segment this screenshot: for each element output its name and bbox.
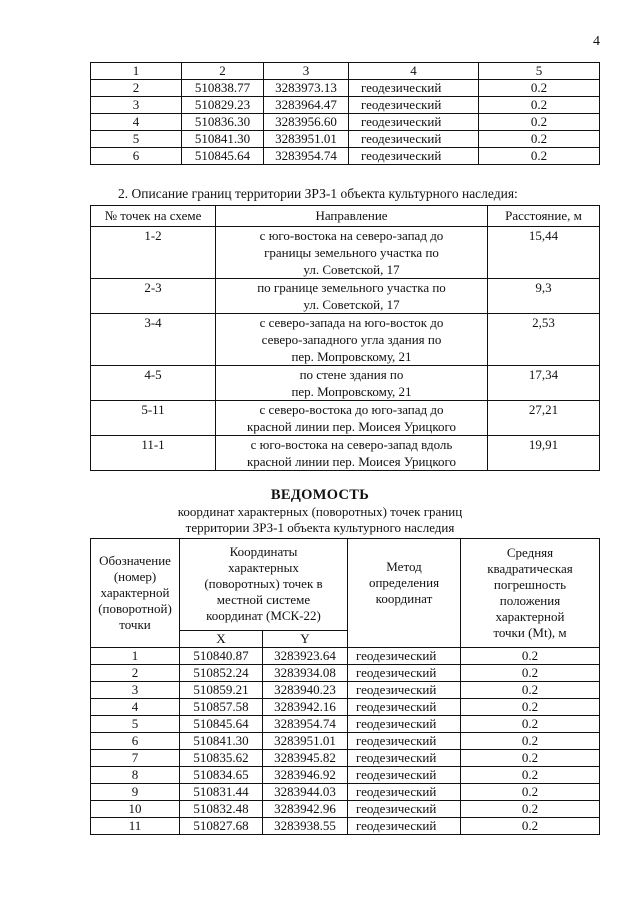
direction-line: красной линии пер. Моисея Урицкого <box>246 419 457 434</box>
direction-line: с юго-востока на северо-запад до <box>259 228 444 243</box>
header-designation <box>91 539 180 648</box>
column-number: 4 <box>349 63 479 80</box>
subtitle-line: координат характерных (поворотных) точек границ <box>177 504 463 519</box>
header-line: Метод <box>386 559 422 574</box>
segment-direction <box>216 314 488 366</box>
error: 0.2 <box>461 767 600 784</box>
header-x: X <box>180 630 263 647</box>
coord-x: 510840.87 <box>180 648 263 665</box>
table-row <box>91 665 600 682</box>
coord-x: 510857.58 <box>180 699 263 716</box>
segment-points: 5-11 <box>91 401 216 436</box>
coord-y: 3283944.03 <box>263 784 348 801</box>
point-number: 4 <box>91 699 180 716</box>
direction-line: ул. Советской, 17 <box>303 262 400 277</box>
coord-y: 3283945.82 <box>263 750 348 767</box>
header-y: Y <box>263 630 348 647</box>
error: 0.2 <box>479 131 600 148</box>
method: геодезический <box>348 784 461 801</box>
coord-x: 510835.62 <box>180 750 263 767</box>
segment-distance: 17,34 <box>488 366 600 401</box>
table-row <box>91 148 600 165</box>
vedomost-title: ВЕДОМОСТЬ <box>270 487 370 503</box>
error: 0.2 <box>461 716 600 733</box>
table-row <box>91 750 600 767</box>
coord-x: 510831.44 <box>180 784 263 801</box>
point-number: 6 <box>91 733 180 750</box>
direction-line: северо-западного угла здания по <box>261 332 442 347</box>
header-line: положения <box>499 593 561 608</box>
direction-line: границы земельного участка по <box>264 245 439 260</box>
header-line: координат <box>375 591 433 606</box>
header-line: определения <box>368 575 440 590</box>
segment-points: 3-4 <box>91 314 216 366</box>
table-row <box>91 818 600 835</box>
direction-line: красной линии пер. Моисея Урицкого <box>246 454 457 469</box>
table-row <box>91 80 600 97</box>
segment-points: 2-3 <box>91 279 216 314</box>
table-row <box>91 114 600 131</box>
point-number: 6 <box>91 148 182 165</box>
method: геодезический <box>349 148 479 165</box>
point-number: 1 <box>91 648 180 665</box>
error: 0.2 <box>461 750 600 767</box>
header-method <box>348 539 461 648</box>
section-2-title: 2. Описание границ территории ЗРЗ-1 объекта культурного наследия: <box>118 186 518 201</box>
direction-line: с северо-запада на юго-восток до <box>259 315 444 330</box>
header-line: Средняя <box>506 545 554 560</box>
method: геодезический <box>348 733 461 750</box>
vedomost-subtitle <box>0 504 640 536</box>
coord-x: 510838.77 <box>182 80 264 97</box>
coord-y: 3283942.16 <box>263 699 348 716</box>
direction-line: по границе земельного участка по <box>257 280 446 295</box>
coord-y: 3283923.64 <box>263 648 348 665</box>
segment-direction <box>216 227 488 279</box>
method: геодезический <box>348 648 461 665</box>
method: геодезический <box>348 665 461 682</box>
table-row <box>91 97 600 114</box>
header-line: характерной <box>100 585 170 600</box>
point-number: 10 <box>91 801 180 818</box>
error: 0.2 <box>461 682 600 699</box>
error: 0.2 <box>461 818 600 835</box>
segment-distance: 15,44 <box>488 227 600 279</box>
method: геодезический <box>349 97 479 114</box>
header-line: погрешность <box>493 577 567 592</box>
header-line: координат (МСК-22) <box>206 608 321 624</box>
table-row <box>91 716 600 733</box>
coord-x: 510845.64 <box>182 148 264 165</box>
direction-line: ул. Советской, 17 <box>303 297 400 312</box>
table-row <box>91 314 600 366</box>
error: 0.2 <box>461 699 600 716</box>
table-row <box>91 227 600 279</box>
direction-line: пер. Мопровскому, 21 <box>291 384 412 399</box>
error: 0.2 <box>479 97 600 114</box>
header-error <box>461 539 600 648</box>
coord-y: 3283951.01 <box>264 131 349 148</box>
header-line: (поворотных) точек в <box>204 576 323 592</box>
table-row <box>91 279 600 314</box>
coord-x: 510845.64 <box>180 716 263 733</box>
error: 0.2 <box>479 114 600 131</box>
column-number: 3 <box>264 63 349 80</box>
point-number: 8 <box>91 767 180 784</box>
table-header-row <box>91 206 600 227</box>
error: 0.2 <box>461 801 600 818</box>
table-header-row <box>91 539 600 631</box>
coord-y: 3283938.55 <box>263 818 348 835</box>
header-line: местной системе <box>216 592 311 608</box>
header-line: Координаты <box>229 544 298 560</box>
coord-y: 3283954.74 <box>264 148 349 165</box>
table-row <box>91 436 600 471</box>
coord-x: 510827.68 <box>180 818 263 835</box>
coord-x: 510852.24 <box>180 665 263 682</box>
error: 0.2 <box>479 148 600 165</box>
header-line: характерных <box>228 560 299 576</box>
coord-x: 510829.23 <box>182 97 264 114</box>
segment-points: 11-1 <box>91 436 216 471</box>
segment-points: 1-2 <box>91 227 216 279</box>
table-row <box>91 131 600 148</box>
coord-y: 3283964.47 <box>264 97 349 114</box>
header-distance: Расстояние, м <box>488 206 600 227</box>
method: геодезический <box>348 716 461 733</box>
direction-line: с юго-востока на северо-запад вдоль <box>250 437 453 452</box>
coordinates-table-continued <box>90 62 600 165</box>
coord-x: 510836.30 <box>182 114 264 131</box>
direction-line: с северо-востока до юго-запад до <box>259 402 444 417</box>
header-line: Обозначение <box>99 553 171 568</box>
page-number: 4 <box>593 34 600 49</box>
header-line: точки (Mt), м <box>493 625 567 640</box>
segment-distance: 27,21 <box>488 401 600 436</box>
segment-direction <box>216 366 488 401</box>
segment-direction <box>216 436 488 471</box>
error: 0.2 <box>461 733 600 750</box>
header-direction: Направление <box>216 206 488 227</box>
point-number: 9 <box>91 784 180 801</box>
method: геодезический <box>348 818 461 835</box>
coord-y: 3283946.92 <box>263 767 348 784</box>
error: 0.2 <box>479 80 600 97</box>
table-row <box>91 767 600 784</box>
segment-distance: 19,91 <box>488 436 600 471</box>
segment-distance: 2,53 <box>488 314 600 366</box>
table-row <box>91 682 600 699</box>
table-row <box>91 401 600 436</box>
coord-y: 3283940.23 <box>263 682 348 699</box>
method: геодезический <box>348 801 461 818</box>
point-number: 2 <box>91 665 180 682</box>
segment-distance: 9,3 <box>488 279 600 314</box>
point-number: 7 <box>91 750 180 767</box>
segment-points: 4-5 <box>91 366 216 401</box>
table-row <box>91 699 600 716</box>
point-number: 11 <box>91 818 180 835</box>
point-number: 5 <box>91 716 180 733</box>
column-number: 2 <box>182 63 264 80</box>
coord-y: 3283954.74 <box>263 716 348 733</box>
error: 0.2 <box>461 784 600 801</box>
point-number: 3 <box>91 97 182 114</box>
header-points: № точек на схеме <box>91 206 216 227</box>
coord-y: 3283942.96 <box>263 801 348 818</box>
coord-y: 3283951.01 <box>263 733 348 750</box>
method: геодезический <box>348 699 461 716</box>
table-row <box>91 648 600 665</box>
direction-line: пер. Мопровскому, 21 <box>291 349 412 364</box>
header-coords <box>180 539 348 631</box>
header-line: (номер) <box>113 569 157 584</box>
table-row <box>91 801 600 818</box>
method: геодезический <box>348 682 461 699</box>
error: 0.2 <box>461 648 600 665</box>
error: 0.2 <box>461 665 600 682</box>
coord-y: 3283934.08 <box>263 665 348 682</box>
header-line: характерной <box>495 609 565 624</box>
direction-line: по стене здания по <box>299 367 404 382</box>
coord-x: 510834.65 <box>180 767 263 784</box>
vedomost-coordinates-table <box>90 538 600 835</box>
table-header-row <box>91 63 600 80</box>
column-number: 1 <box>91 63 182 80</box>
header-line: (поворотной) <box>98 601 172 616</box>
point-number: 4 <box>91 114 182 131</box>
coord-x: 510859.21 <box>180 682 263 699</box>
point-number: 2 <box>91 80 182 97</box>
coord-x: 510832.48 <box>180 801 263 818</box>
segment-direction <box>216 279 488 314</box>
method: геодезический <box>348 750 461 767</box>
method: геодезический <box>349 131 479 148</box>
segment-direction <box>216 401 488 436</box>
method: геодезический <box>349 80 479 97</box>
coord-x: 510841.30 <box>182 131 264 148</box>
table-row <box>91 366 600 401</box>
table-row <box>91 733 600 750</box>
coord-y: 3283973.13 <box>264 80 349 97</box>
column-number: 5 <box>479 63 600 80</box>
method: геодезический <box>349 114 479 131</box>
table-row <box>91 784 600 801</box>
method: геодезический <box>348 767 461 784</box>
coord-y: 3283956.60 <box>264 114 349 131</box>
header-line: точки <box>119 617 151 632</box>
boundary-description-table <box>90 205 600 471</box>
coord-x: 510841.30 <box>180 733 263 750</box>
point-number: 3 <box>91 682 180 699</box>
subtitle-line: территории ЗРЗ-1 объекта культурного наследия <box>185 520 455 535</box>
header-line: квадратическая <box>487 561 573 576</box>
point-number: 5 <box>91 131 182 148</box>
